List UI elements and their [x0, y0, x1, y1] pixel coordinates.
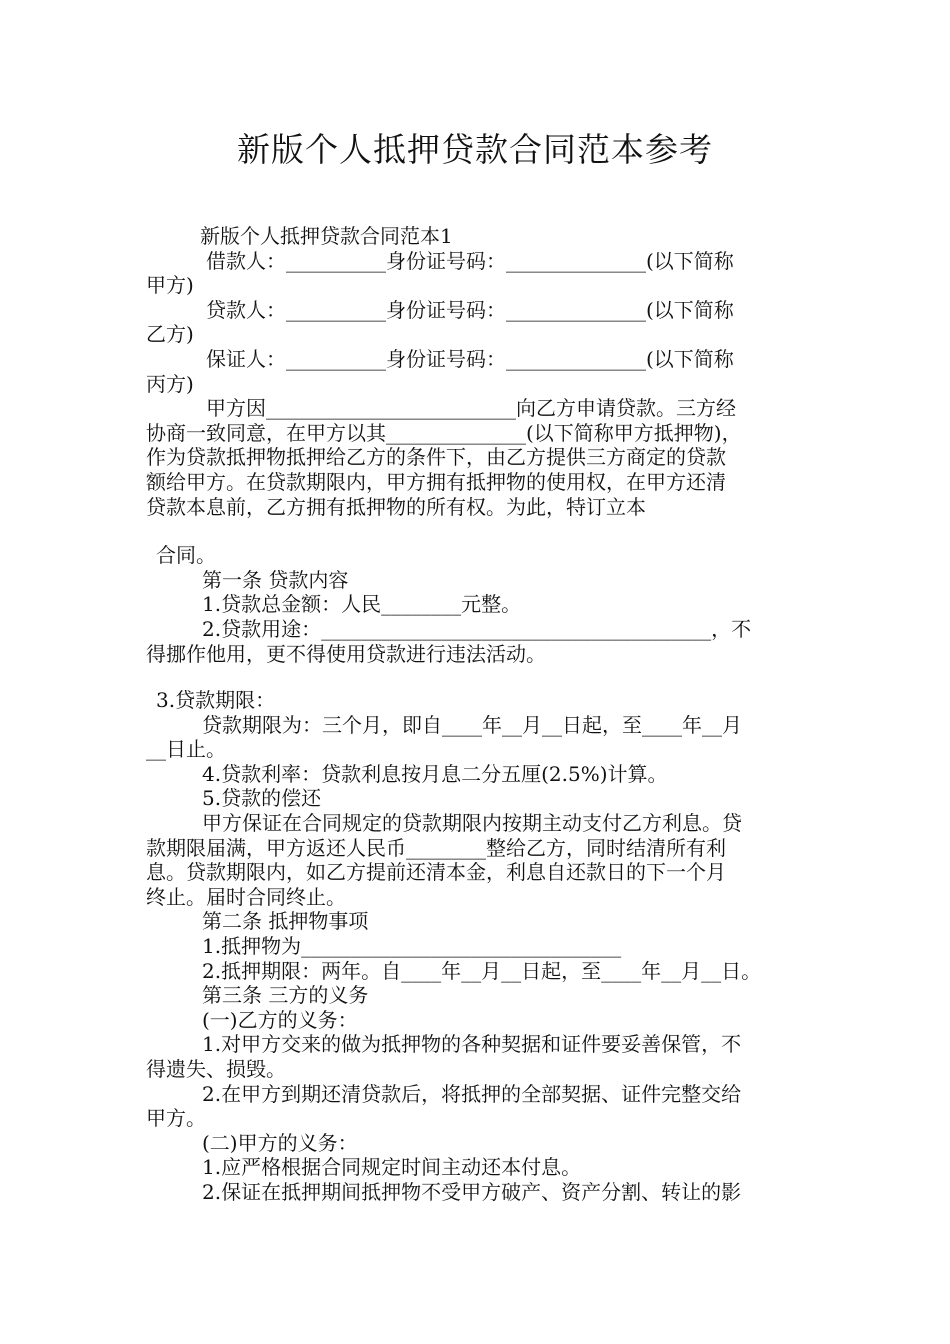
clause-line: 2.保证在抵押期间抵押物不受甲方破产、资产分割、转让的影	[202, 1179, 742, 1204]
paragraph-line: 甲方因_________________________向乙方申请贷款。三方经	[206, 396, 736, 421]
clause-line: 得挪作他用，更不得使用贷款进行违法活动。	[146, 641, 546, 666]
paragraph-line: 额给甲方。在贷款期限内，甲方拥有抵押物的使用权，在甲方还清	[146, 469, 726, 494]
clause-line: 2.贷款用途：_______________________________________，不	[202, 616, 752, 641]
paragraph-line: 甲方)	[146, 273, 194, 298]
clause-line: 1.抵押物为________________________________	[202, 934, 622, 959]
clause-line: 1.贷款总金额：人民________元整。	[202, 592, 522, 617]
clause-line: 1.应严格根据合同规定时间主动还本付息。	[202, 1155, 582, 1180]
paragraph-line: 款期限届满，甲方返还人民币________整给乙方，同时结清所有利	[146, 835, 726, 860]
clause-line: 甲方。	[146, 1106, 206, 1131]
paragraph-line: 终止。届时合同终止。	[146, 884, 346, 909]
subsection-heading: (二)甲方的义务：	[202, 1130, 358, 1155]
document-body	[146, 224, 810, 1205]
paragraph-line: 贷款本息前，乙方拥有抵押物的所有权。为此，特订立本	[146, 494, 646, 519]
paragraph-line: 作为贷款抵押物抵押给乙方的条件下，由乙方提供三方商定的贷款	[146, 445, 726, 470]
paragraph-line: 贷款人：__________身份证号码：______________(以下简称	[206, 297, 734, 322]
clause-line: 贷款期限为：三个月，即自____年__月__日起，至____年__月	[202, 712, 742, 737]
paragraph-line: 保证人：__________身份证号码：______________(以下简称	[206, 346, 734, 371]
paragraph-line: 合同。	[156, 543, 216, 568]
clause-line: 5.贷款的偿还	[202, 786, 322, 811]
clause-line: 3.贷款期限：	[156, 688, 276, 713]
paragraph-line: 协商一致同意，在甲方以其______________(以下简称甲方抵押物)，	[146, 420, 742, 445]
article-heading: 第一条 贷款内容	[202, 567, 349, 592]
paragraph-line: 借款人：__________身份证号码：______________(以下简称	[206, 248, 734, 273]
section-heading: 新版个人抵押贷款合同范本1	[200, 224, 453, 248]
paragraph-line: 丙方)	[146, 371, 194, 396]
article-heading: 第二条 抵押物事项	[202, 909, 369, 934]
paragraph-line: 甲方保证在合同规定的贷款期限内按期主动支付乙方利息。贷	[202, 811, 742, 836]
document-title: 新版个人抵押贷款合同范本参考	[237, 130, 713, 169]
clause-line: 4.贷款利率：贷款利息按月息二分五厘(2.5%)计算。	[202, 761, 668, 786]
clause-line: 得遗失、损毁。	[146, 1057, 286, 1081]
clause-line: 2.抵押期限：两年。自____年__月__日起，至____年__月__日。	[202, 958, 762, 983]
clause-line: 2.在甲方到期还清贷款后，将抵押的全部契据、证件完整交给	[202, 1081, 742, 1106]
paragraph-line: 息。贷款期限内，如乙方提前还清本金，利息自还款日的下一个月	[146, 860, 726, 885]
clause-line: 1.对甲方交来的做为抵押物的各种契据和证件要妥善保管，不	[202, 1032, 742, 1057]
article-heading: 第三条 三方的义务	[202, 983, 369, 1008]
subsection-heading: (一)乙方的义务：	[202, 1007, 358, 1032]
clause-line: __日止。	[146, 737, 226, 762]
paragraph-line: 乙方)	[146, 322, 194, 347]
